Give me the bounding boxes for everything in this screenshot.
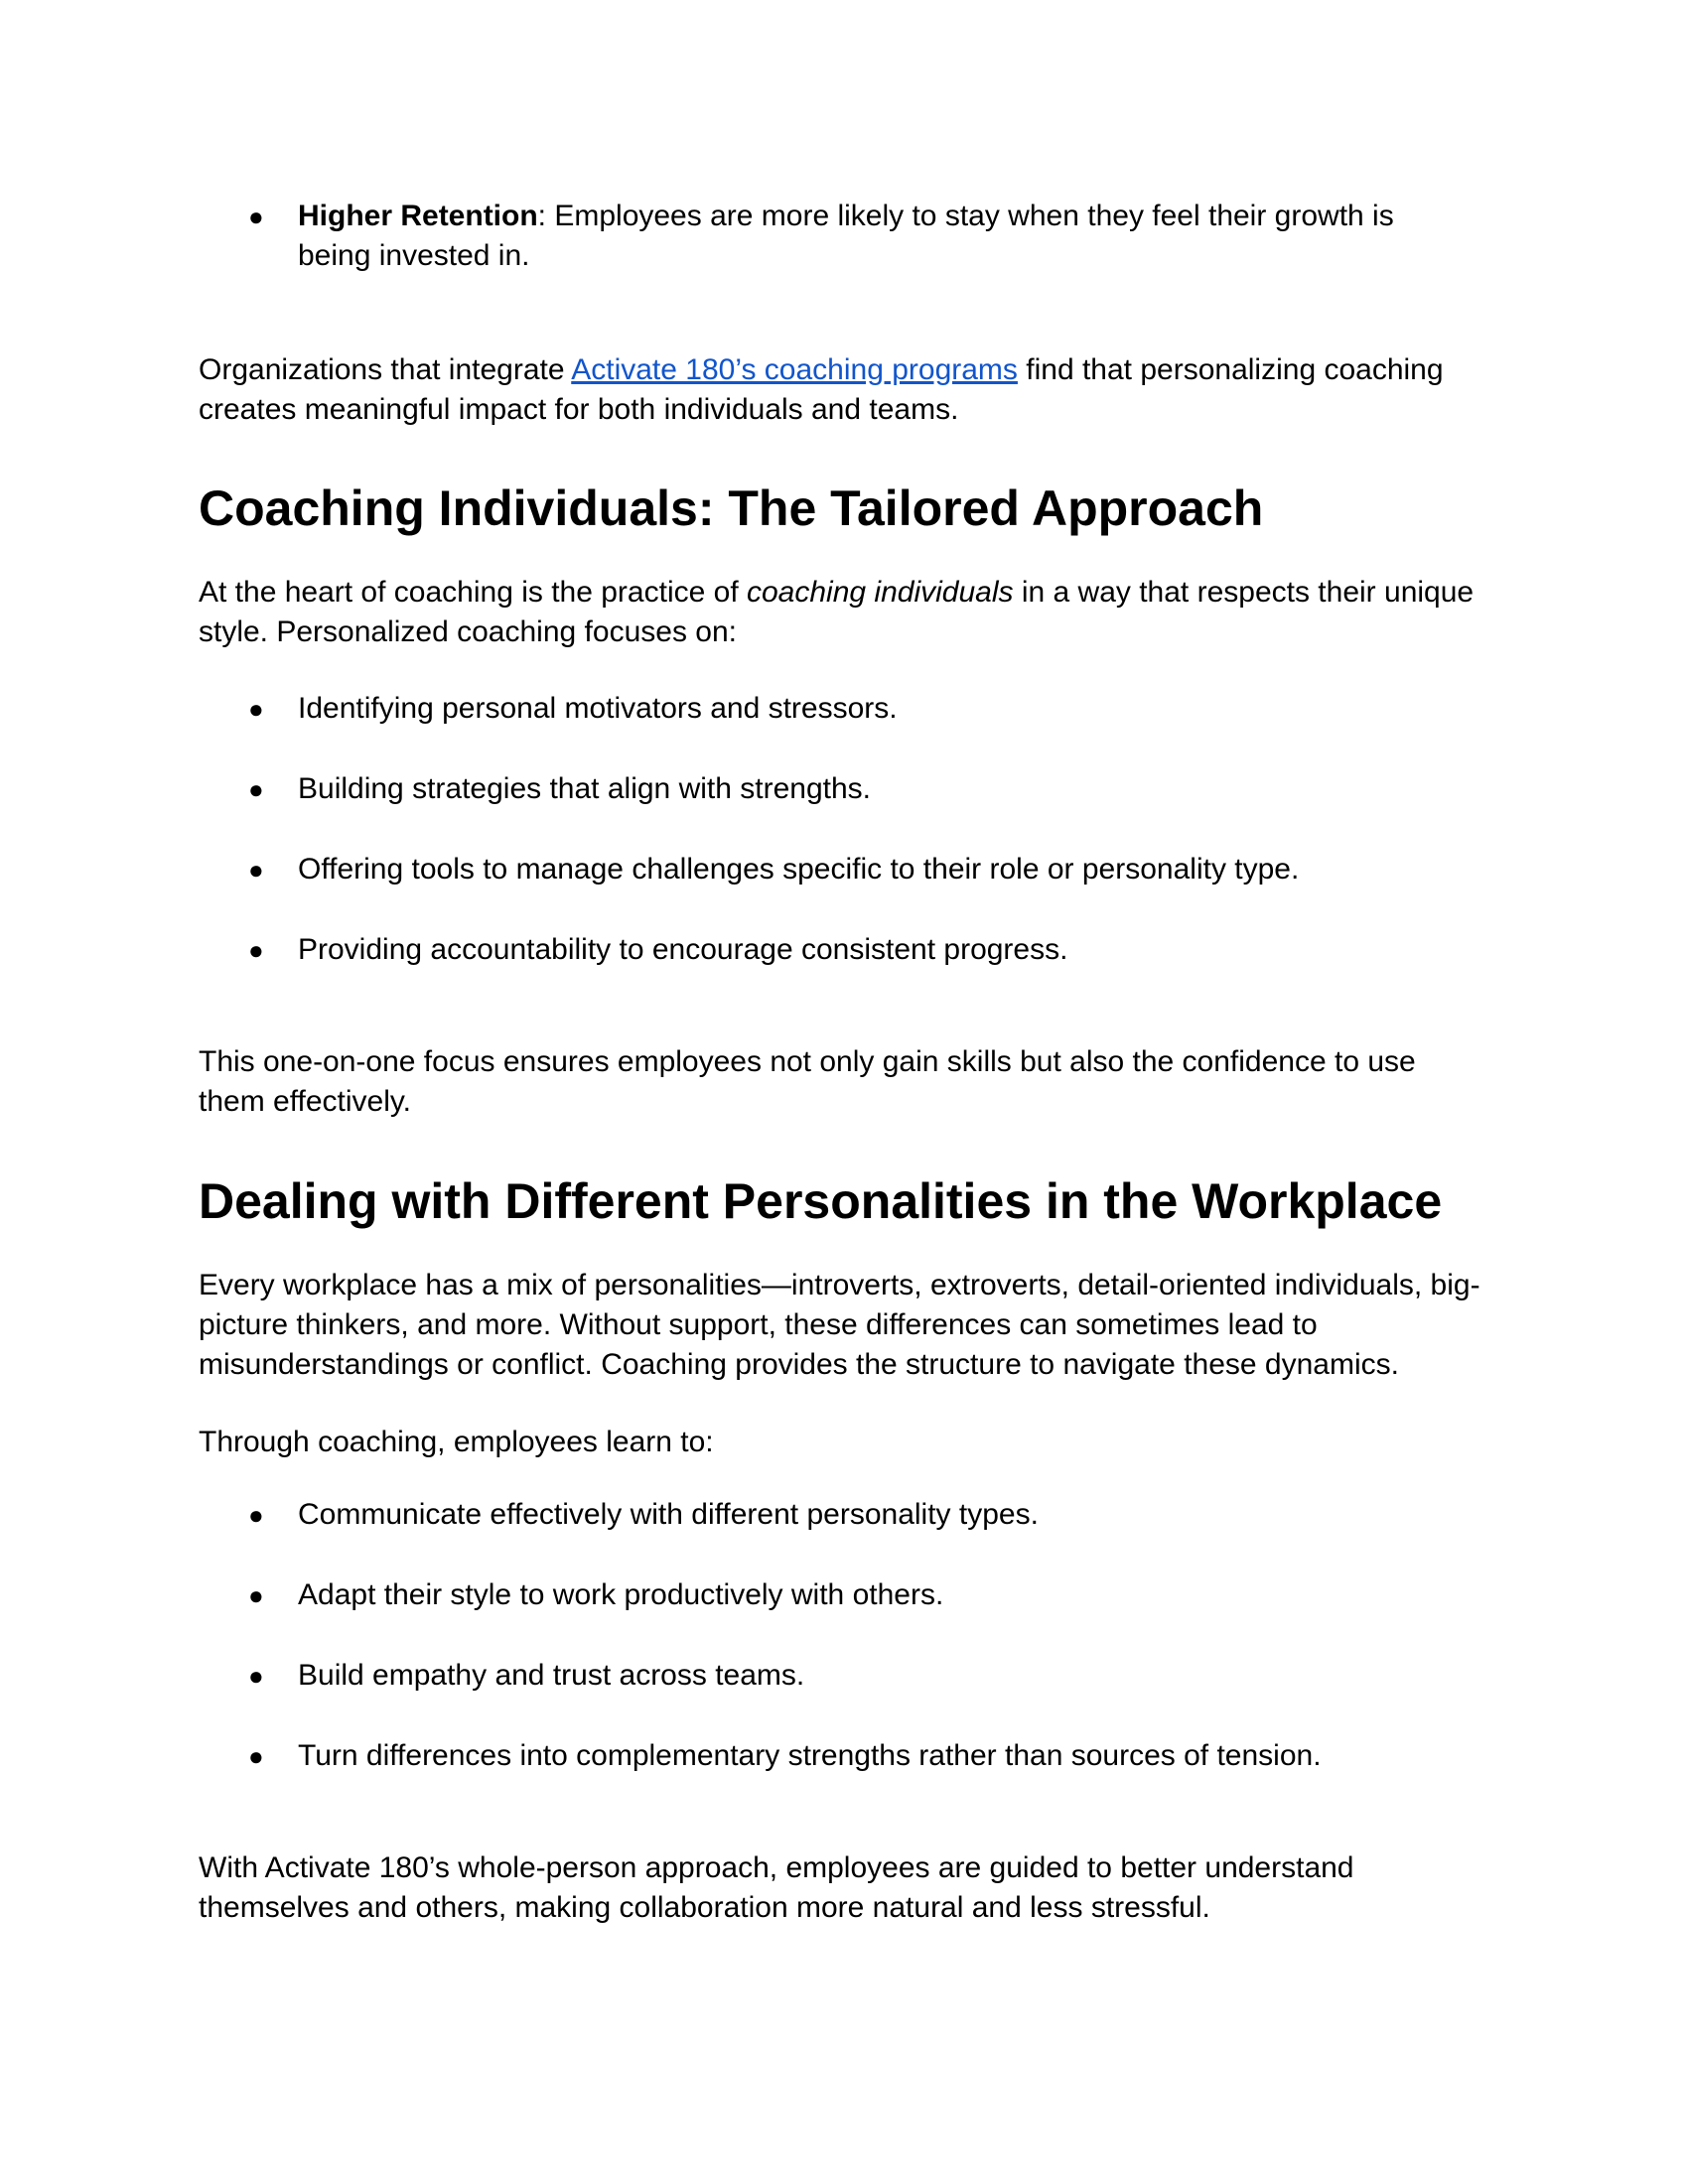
- list-item-text: Offering tools to manage challenges specific to their role or personality type.: [298, 853, 1300, 886]
- intro-paragraph: [199, 350, 1489, 430]
- bullet-icon: ●: [248, 774, 264, 804]
- bullet-icon: ●: [248, 855, 264, 885]
- list-item-text: Providing accountability to encourage consistent progress.: [298, 933, 1068, 966]
- bullet-icon: ●: [248, 1580, 264, 1610]
- bullet-icon: ●: [248, 1741, 264, 1771]
- coaching-individuals-lead: [199, 573, 1489, 652]
- section-heading-different-personalities: Dealing with Different Personalities in the Workplace: [199, 1173, 1443, 1229]
- bullet-icon: ●: [248, 935, 264, 965]
- term-description: : Employees are more likely to stay when they feel their growth is being invested in.: [298, 200, 1394, 272]
- lead-text-before: At the heart of coaching is the practice of: [199, 576, 747, 609]
- section-heading-coaching-individuals: Coaching Individuals: The Tailored Approach: [199, 480, 1264, 536]
- list-item-text: Communicate effectively with different personality types.: [298, 1498, 1039, 1531]
- coaching-individuals-closing: This one-on-one focus ensures employees not only gain skills but also the confidence to use them effectively.: [199, 1045, 1416, 1118]
- intro-text-after: find that personalizing coaching creates meaningful impact for both individuals and teams.: [199, 353, 1444, 426]
- bullet-icon: ●: [248, 1500, 264, 1530]
- lead-text-after: in a way that respects their unique style. Personalized coaching focuses on:: [199, 576, 1475, 648]
- list-item-text: Building strategies that align with strengths.: [298, 772, 871, 805]
- bullet-icon: ●: [248, 1661, 264, 1691]
- activate-180-coaching-link[interactable]: Activate 180’s coaching programs: [571, 353, 1018, 386]
- personalities-lead: Through coaching, employees learn to:: [199, 1426, 714, 1458]
- bullet-icon: ●: [248, 694, 264, 724]
- bullet-icon: ●: [248, 202, 264, 231]
- list-item-text: Adapt their style to work productively with others.: [298, 1578, 944, 1611]
- list-item-text: [298, 197, 1440, 276]
- personalities-paragraph: Every workplace has a mix of personalities—introverts, extroverts, detail-oriented individuals, big-picture thinkers, and more. Without support, these differences can sometimes lead to misunderstandings or conflict. Coaching provides the structure to navigate these dynamics.: [199, 1269, 1480, 1381]
- intro-text-before: Organizations that integrate: [199, 353, 572, 386]
- bold-term: Higher Retention: [298, 200, 538, 232]
- list-item-text: Identifying personal motivators and stressors.: [298, 692, 898, 725]
- list-item-text: Build empathy and trust across teams.: [298, 1659, 805, 1692]
- italic-emphasis: coaching individuals: [746, 576, 1014, 609]
- list-item-text: Turn differences into complementary strengths rather than sources of tension.: [298, 1739, 1322, 1772]
- personalities-closing: With Activate 180’s whole-person approach, employees are guided to better understand themselves and others, making collaboration more natural and less stressful.: [199, 1851, 1354, 1924]
